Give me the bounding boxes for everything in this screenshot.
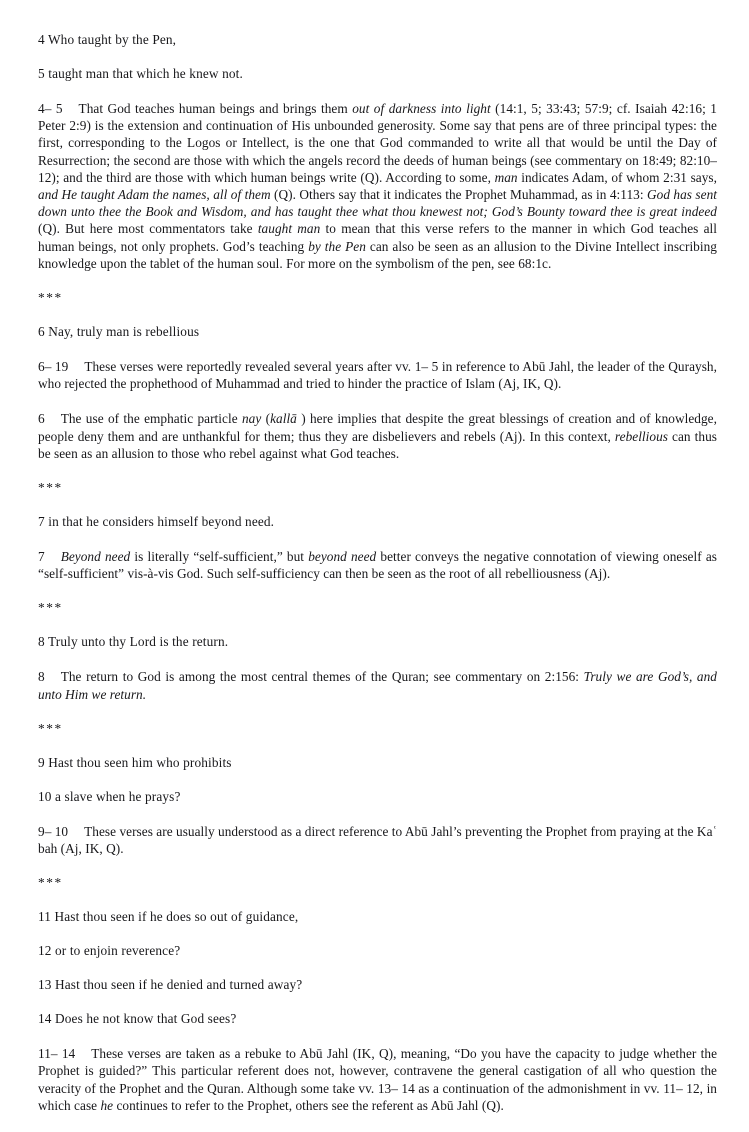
verse-11: 11 Hast thou seen if he does so out of guidance, bbox=[38, 909, 299, 925]
verse-reference: 7 bbox=[38, 549, 45, 565]
quoted-phrase: God has sent down unto thee the Book and Wisdom, and has taught thee what thou knewest not; God’s Bounty toward thee is great indeed bbox=[38, 187, 718, 220]
verse-13: 13 Hast thou seen if he denied and turned away? bbox=[38, 977, 303, 993]
quoted-phrase: kallā bbox=[270, 411, 302, 427]
body-text: is literally “self-sufficient,” but bbox=[130, 549, 309, 565]
body-text: can thus be seen as an allusion to those who rebel against what God teaches. bbox=[38, 428, 717, 461]
verse-12: 12 or to enjoin reverence? bbox=[38, 943, 181, 959]
commentary-6-19 bbox=[38, 358, 717, 392]
page-content bbox=[38, 32, 717, 1132]
body-text: can also be seen as an allusion to the Divine Intellect inscribing knowledge upon the tablet of the human soul. For more on the symbolism of the pen, see 68:1c. bbox=[38, 238, 717, 271]
quoted-phrase: Truly we are God’s, and unto Him we return. bbox=[38, 669, 717, 702]
quoted-phrase: rebellious bbox=[614, 428, 668, 444]
separator-1: *** bbox=[38, 290, 63, 306]
verse-reference: 11– 14 bbox=[38, 1046, 76, 1062]
verse-6: 6 Nay, truly man is rebellious bbox=[38, 324, 200, 340]
body-text: These verses are usually understood as a direct reference to Abū Jahl’s preventing the Prophet from praying at the Kaʿ bah (Aj, IK, Q). bbox=[38, 823, 717, 857]
quoted-phrase: by the Pen bbox=[308, 238, 366, 254]
verse-reference: 9– 10 bbox=[38, 823, 69, 839]
commentary-9-10 bbox=[38, 823, 717, 857]
body-text: to mean that this verse refers to the manner in which God teaches all human beings, not only prophets. God’s teaching bbox=[38, 221, 717, 254]
verse-9: 9 Hast thou seen him who prohibits bbox=[38, 754, 232, 770]
quoted-phrase: man bbox=[494, 169, 518, 185]
commentary-4-5 bbox=[38, 100, 717, 272]
body-text: That God teaches human beings and brings them bbox=[78, 101, 353, 116]
body-text: ( bbox=[261, 411, 271, 427]
body-text: continues to refer to the Prophet, others see the referent as Abū Jahl (Q). bbox=[113, 1097, 504, 1113]
verse-reference: 4– 5 bbox=[38, 101, 63, 116]
commentary-6 bbox=[38, 410, 717, 462]
separator-4: *** bbox=[38, 720, 63, 736]
separator-5: *** bbox=[38, 875, 63, 891]
separator-3: *** bbox=[38, 600, 63, 616]
quoted-phrase: taught man bbox=[257, 221, 321, 237]
body-text: indicates Adam, of whom 2:31 says, bbox=[517, 169, 717, 185]
verse-7: 7 in that he considers himself beyond need. bbox=[38, 514, 275, 530]
body-text: ) here implies that despite the great blessings of creation and of knowledge, people deny them and are unthankful for them; thus they are disbelievers and rebels (Aj). In this context, bbox=[38, 411, 717, 444]
body-text: The return to God is among the most central themes of the Quran; see commentary on 2:156: bbox=[60, 669, 584, 685]
body-text: (14:1, 5; 33:43; 57:9; cf. Isaiah 42:16; 1 Peter 2:9) is the extension and continuation of His unbounded generosity. Some say that pens are of three principal types: the first, corresponding to the Logos or Intellect, is the one that God commanded to write all that would be until the Day of Resurrection; the second are those with which the angels record the deeds of human beings (see commentary on 18:49; 82:10– 12); and the third are those with which human beings write (Q). According to some, bbox=[38, 101, 717, 185]
verse-14: 14 Does he not know that God sees? bbox=[38, 1011, 237, 1027]
verse-4: 4 Who taught by the Pen, bbox=[38, 32, 177, 47]
body-text: These verses were reportedly revealed several years after vv. 1– 5 in reference to Abū Jahl, the leader of the Quraysh, who rejected the prophethood of Muhammad and tried to hinder the practice of Islam (Aj, IK, Q). bbox=[38, 359, 717, 392]
verse-10: 10 a slave when he prays? bbox=[38, 788, 181, 804]
quoted-phrase: out of darkness into light bbox=[352, 101, 491, 116]
body-text: (Q). Others say that it indicates the Prophet Muhammad, as in 4:113: bbox=[270, 187, 647, 203]
quoted-phrase: nay bbox=[241, 411, 262, 427]
body-text: The use of the emphatic particle bbox=[60, 411, 242, 427]
body-text: These verses are taken as a rebuke to Abū Jahl (IK, Q), meaning, “Do you have the capacity to judge whether the Prophet is guided?” This particular referent does not, however, contravene the general castigation of all who question the veracity of the Prophet and the Quran. Although some take vv. 13– 14 as a continuation of the admonishment in vv. 11– 12, in which case bbox=[38, 1046, 718, 1113]
verse-reference: 6– 19 bbox=[38, 359, 69, 375]
body-text: (Q). But here most commentators take bbox=[38, 221, 258, 237]
commentary-11-14 bbox=[38, 1045, 717, 1114]
quoted-phrase: he bbox=[100, 1097, 114, 1113]
body-text: better conveys the negative connotation of viewing oneself as “self-sufficient” vis-à-vis God. Such self-sufficiency can then be seen as the root of all rebelliousness (Aj). bbox=[38, 549, 717, 582]
quoted-phrase: beyond need bbox=[308, 549, 377, 565]
separator-2: *** bbox=[38, 480, 63, 496]
verse-reference: 8 bbox=[38, 669, 45, 685]
verse-8: 8 Truly unto thy Lord is the return. bbox=[38, 634, 229, 650]
quoted-phrase: and He taught Adam the names, all of them bbox=[38, 187, 271, 203]
verse-5: 5 taught man that which he knew not. bbox=[38, 66, 243, 81]
quoted-phrase: Beyond need bbox=[60, 549, 131, 565]
commentary-8 bbox=[38, 668, 717, 702]
commentary-7 bbox=[38, 548, 717, 582]
verse-reference: 6 bbox=[38, 411, 45, 427]
